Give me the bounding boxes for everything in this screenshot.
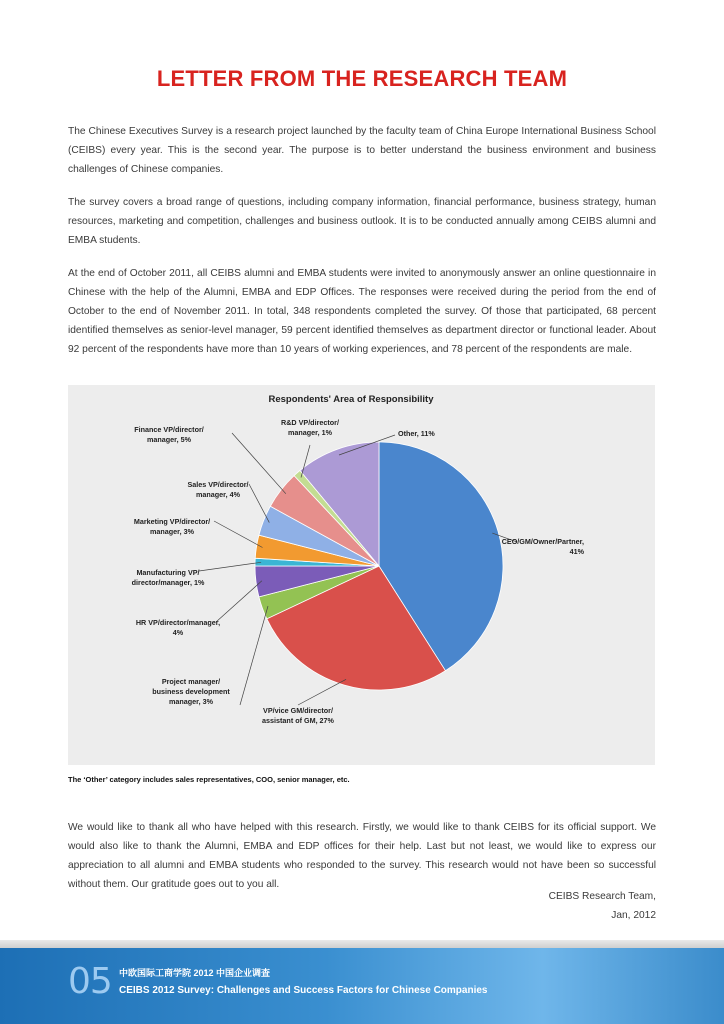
slice-label: VP/vice GM/director/ assistant of GM, 27%: [262, 706, 334, 725]
slice-label: Manufacturing VP/ director/manager, 1%: [131, 568, 205, 587]
leader-line: [214, 521, 263, 548]
leader-line: [216, 581, 262, 622]
leader-line: [240, 606, 268, 705]
chart-panel: [68, 385, 655, 765]
leader-line: [199, 562, 261, 571]
responsibility-pie-chart: [68, 385, 655, 765]
leader-line: [298, 679, 346, 705]
slice-label: Other, 11%: [398, 429, 435, 438]
page-title: LETTER FROM THE RESEARCH TEAM: [156, 66, 568, 91]
coverage-paragraph: The survey covers a broad range of questions, including company information, financial performance, business strategy, human resources, marketing and competition, challenges and business outlook. It is to be conducted annually among CEIBS alumni and EMBA students.: [68, 197, 656, 246]
footer-title-english: CEIBS 2012 Survey: Challenges and Success Factors for Chinese Companies: [119, 985, 488, 996]
footer-title-chinese: 中欧国际工商学院 2012 中国企业调查: [119, 968, 271, 978]
slice-label: Marketing VP/director/ manager, 3%: [133, 517, 211, 536]
slice-label: Sales VP/director/ manager, 4%: [187, 480, 249, 499]
slice-label: HR VP/director/manager, 4%: [135, 618, 221, 637]
leader-line: [249, 484, 269, 523]
thanks-paragraph: We would like to thank all who have helped with this research. Firstly, we would like to thank CEIBS for its official support. We would also like to thank the Alumni, EMBA and EDP offices for their help. Last but not least, we would like to express our appreciation to all alumni and EMBA students who responded to the survey. This research would not have been so successful without them. Our gratitude goes out to you all.: [68, 822, 656, 890]
chart-title: Respondents' Area of Responsibility: [268, 394, 434, 405]
slice-label: CEO/GM/Owner/Partner, 41%: [501, 537, 584, 556]
intro-paragraph: The Chinese Executives Survey is a research project launched by the faculty team of China Europe International Business School (CEIBS) every year. This is the second year. The purpose is to better understand the business environment and business challenges of Chinese companies.: [68, 126, 656, 175]
signature-date: Jan, 2012: [611, 910, 656, 921]
footer-divider: [0, 940, 724, 948]
slice-label: Project manager/ business development manager, 3%: [152, 677, 230, 706]
page-number: 05: [68, 961, 112, 1002]
signature-team: CEIBS Research Team,: [548, 891, 656, 902]
slice-label: Finance VP/director/ manager, 5%: [134, 425, 204, 444]
chart-footnote: The ‘Other’ category includes sales representatives, COO, senior manager, etc.: [68, 775, 350, 784]
slice-label: R&D VP/director/ manager, 1%: [281, 418, 339, 437]
method-paragraph: At the end of October 2011, all CEIBS alumni and EMBA students were invited to anonymously answer an online questionnaire in Chinese with the help of the Alumni, EMBA and EDP Offices. The responses were received during the period from the end of October to the end of November 2011. In total, 348 respondents completed the survey. Of those that participated, 68 percent identified themselves as senior-level manager, 59 percent identified themselves as department director or functional leader. About 92 percent of the respondents have more than 10 years of working experiences, and 78 percent of the respondents are male.: [68, 268, 656, 355]
